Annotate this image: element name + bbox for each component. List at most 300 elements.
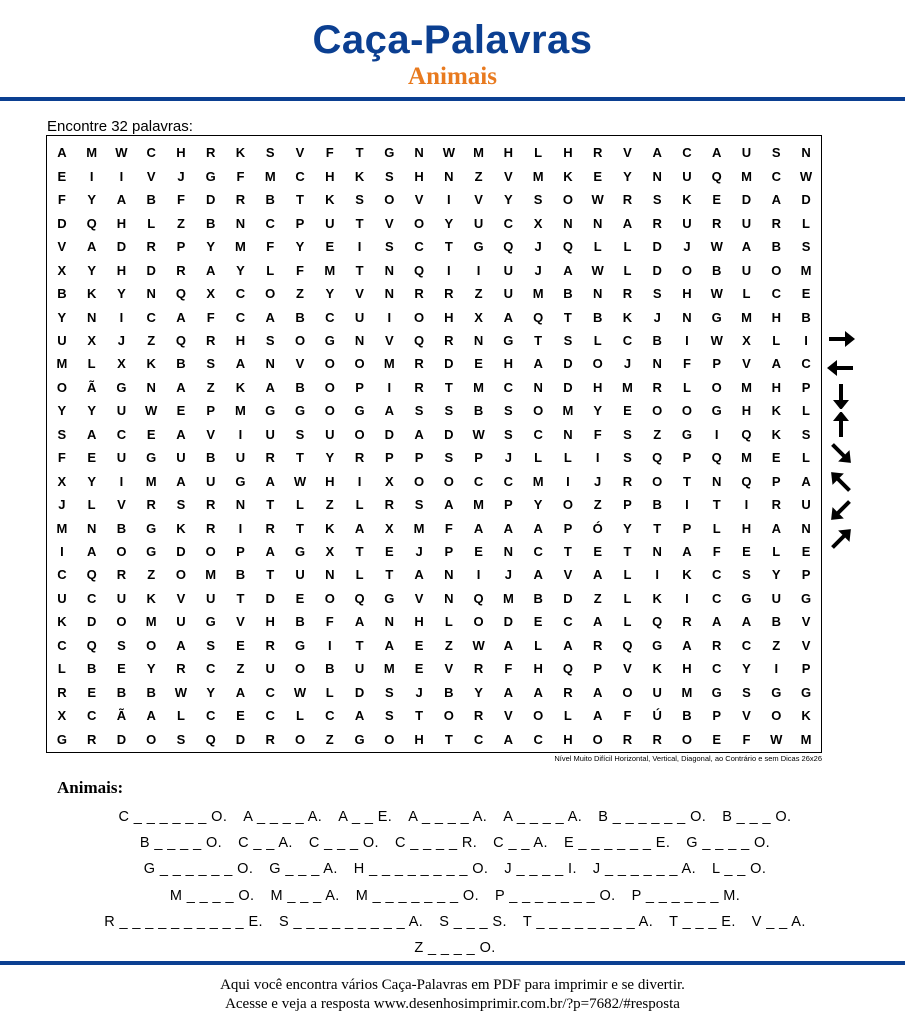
grid-cell[interactable]: N [384,286,394,302]
grid-cell[interactable]: V [146,168,156,184]
grid-cell[interactable]: L [682,379,691,395]
grid-cell[interactable]: O [771,262,782,278]
grid-cell[interactable]: S [623,450,632,466]
grid-cell[interactable]: F [325,145,334,161]
grid-cell[interactable]: H [325,168,335,184]
grid-cell[interactable]: K [622,309,633,325]
grid-cell[interactable]: U [116,403,127,419]
grid-cell[interactable]: Y [593,403,602,419]
grid-cell[interactable]: K [652,661,662,677]
grid-cell[interactable]: O [116,544,127,560]
grid-cell[interactable]: R [176,262,186,278]
grid-cell[interactable]: O [146,731,157,747]
grid-cell[interactable]: C [771,168,781,184]
grid-cell[interactable]: V [236,614,245,630]
grid-cell[interactable]: B [265,192,275,208]
grid-cell[interactable]: A [176,473,186,489]
grid-cell[interactable]: M [383,661,395,677]
grid-cell[interactable]: P [444,544,454,560]
grid-cell[interactable]: R [206,497,216,513]
grid-cell[interactable]: Q [711,450,722,466]
grid-cell[interactable]: G [324,332,335,348]
grid-cell[interactable]: D [86,614,97,630]
grid-cell[interactable]: Ó [592,520,603,536]
grid-cell[interactable]: A [57,145,67,161]
grid-cell[interactable]: A [354,520,365,536]
grid-cell[interactable]: N [384,262,394,278]
grid-cell[interactable]: R [622,731,633,747]
grid-cell[interactable]: A [682,544,692,560]
grid-cell[interactable]: E [771,450,781,466]
grid-cell[interactable]: S [265,145,275,161]
grid-cell[interactable]: G [146,450,157,466]
grid-cell[interactable]: V [801,614,811,630]
grid-cell[interactable]: M [532,286,544,302]
grid-cell[interactable]: O [622,684,633,700]
grid-cell[interactable]: B [652,497,662,513]
grid-cell[interactable]: O [443,708,454,724]
grid-cell[interactable]: V [206,426,216,442]
grid-cell[interactable]: A [682,637,692,653]
grid-cell[interactable]: X [87,332,96,348]
grid-cell[interactable]: L [534,145,543,161]
grid-cell[interactable]: C [503,473,514,489]
grid-cell[interactable]: D [652,239,662,255]
grid-cell[interactable]: L [563,708,572,724]
grid-cell[interactable]: W [293,684,307,700]
grid-cell[interactable]: L [802,403,810,419]
grid-cell[interactable]: C [265,684,275,700]
grid-cell[interactable]: G [681,426,693,442]
grid-cell[interactable]: X [57,262,67,278]
grid-cell[interactable]: Q [354,590,365,606]
grid-cell[interactable]: W [770,731,783,747]
grid-cell[interactable]: G [711,684,722,700]
grid-cell[interactable]: Y [57,309,67,325]
grid-cell[interactable]: J [534,239,542,255]
grid-cell[interactable]: A [503,731,514,747]
grid-cell[interactable]: A [265,309,275,325]
grid-cell[interactable]: P [206,403,216,419]
grid-cell[interactable]: T [296,450,304,466]
grid-cell[interactable]: S [504,403,513,419]
grid-cell[interactable]: J [58,497,66,513]
grid-cell[interactable]: V [414,192,424,208]
grid-cell[interactable]: K [146,590,156,606]
grid-cell[interactable]: O [175,567,186,583]
grid-cell[interactable]: B [206,215,216,231]
grid-cell[interactable]: F [57,450,66,466]
grid-cell[interactable]: O [116,614,127,630]
grid-cell[interactable]: V [384,215,394,231]
grid-cell[interactable]: N [86,520,97,536]
grid-cell[interactable]: F [176,192,185,208]
grid-cell[interactable]: V [176,590,186,606]
grid-cell[interactable]: L [296,497,304,513]
grid-cell[interactable]: A [86,426,97,442]
grid-cell[interactable]: Y [474,684,483,700]
grid-cell[interactable]: S [176,731,186,747]
grid-cell[interactable]: Y [771,567,781,583]
grid-cell[interactable]: J [534,262,542,278]
grid-cell[interactable]: N [503,544,514,560]
grid-cell[interactable]: Y [504,192,513,208]
grid-cell[interactable]: E [87,450,96,466]
grid-cell[interactable]: Q [622,637,633,653]
grid-cell[interactable]: C [533,426,543,442]
grid-cell[interactable]: I [685,590,689,606]
grid-cell[interactable]: U [206,590,216,606]
grid-cell[interactable]: G [354,731,365,747]
grid-cell[interactable]: M [56,356,68,372]
grid-cell[interactable]: S [742,684,751,700]
grid-cell[interactable]: A [176,379,186,395]
grid-cell[interactable]: T [296,192,304,208]
grid-cell[interactable]: C [503,215,514,231]
grid-cell[interactable]: U [176,450,186,466]
grid-cell[interactable]: T [563,309,572,325]
grid-cell[interactable]: O [562,192,573,208]
grid-cell[interactable]: R [206,332,216,348]
grid-cell[interactable]: D [444,426,454,442]
grid-cell[interactable]: N [265,356,275,372]
grid-cell[interactable]: A [503,309,514,325]
grid-cell[interactable]: H [325,473,335,489]
grid-cell[interactable]: Z [236,661,245,677]
grid-cell[interactable]: A [384,637,394,653]
grid-cell[interactable]: S [414,497,424,513]
grid-cell[interactable]: C [712,567,722,583]
grid-cell[interactable]: O [354,426,365,442]
grid-cell[interactable]: T [355,145,364,161]
grid-cell[interactable]: B [206,450,216,466]
grid-cell[interactable]: I [387,309,392,325]
grid-cell[interactable]: G [652,637,663,653]
grid-cell[interactable]: X [325,544,335,560]
grid-cell[interactable]: T [444,239,453,255]
grid-cell[interactable]: A [176,426,186,442]
grid-cell[interactable]: D [57,215,67,231]
grid-cell[interactable]: C [563,614,573,630]
grid-cell[interactable]: N [86,309,97,325]
grid-cell[interactable]: L [444,614,453,630]
grid-cell[interactable]: I [774,661,779,677]
grid-cell[interactable]: O [414,309,425,325]
grid-cell[interactable]: A [592,567,603,583]
grid-cell[interactable]: S [206,356,216,372]
grid-cell[interactable]: A [86,239,97,255]
grid-cell[interactable]: E [236,637,245,653]
grid-cell[interactable]: Y [87,403,96,419]
grid-cell[interactable]: Q [205,731,216,747]
grid-cell[interactable]: R [265,637,275,653]
grid-cell[interactable]: Y [117,286,126,302]
grid-cell[interactable]: B [533,590,543,606]
grid-cell[interactable]: C [801,356,811,372]
grid-cell[interactable]: G [711,309,722,325]
grid-cell[interactable]: R [682,614,692,630]
grid-cell[interactable]: K [176,520,186,536]
grid-cell[interactable]: R [712,637,722,653]
grid-cell[interactable]: O [324,379,335,395]
grid-cell[interactable]: Z [147,567,156,583]
grid-cell[interactable]: Z [206,379,215,395]
grid-cell[interactable]: Q [414,332,425,348]
grid-cell[interactable]: M [473,497,485,513]
grid-cell[interactable]: H [563,731,573,747]
grid-cell[interactable]: F [266,239,275,255]
grid-cell[interactable]: P [623,497,632,513]
grid-cell[interactable]: A [265,544,275,560]
grid-cell[interactable]: O [384,731,395,747]
grid-cell[interactable]: N [235,215,246,231]
grid-cell[interactable]: N [354,332,365,348]
grid-cell[interactable]: P [712,708,722,724]
grid-cell[interactable]: Q [175,332,186,348]
grid-cell[interactable]: S [771,145,781,161]
grid-cell[interactable]: A [712,614,722,630]
grid-cell[interactable]: S [57,426,67,442]
grid-cell[interactable]: F [296,262,304,278]
grid-cell[interactable]: S [742,567,751,583]
grid-cell[interactable]: L [296,708,304,724]
grid-cell[interactable]: A [771,192,781,208]
grid-cell[interactable]: B [295,614,305,630]
grid-cell[interactable]: L [355,567,364,583]
grid-cell[interactable]: G [771,684,782,700]
grid-cell[interactable]: K [682,567,692,583]
grid-cell[interactable]: G [711,403,722,419]
grid-cell[interactable]: P [236,544,245,560]
grid-cell[interactable]: D [741,192,752,208]
grid-cell[interactable]: R [146,497,156,513]
grid-cell[interactable]: O [592,356,603,372]
grid-cell[interactable]: T [385,567,394,583]
grid-cell[interactable]: U [57,332,67,348]
grid-cell[interactable]: T [355,637,364,653]
grid-cell[interactable]: I [119,473,124,489]
grid-cell[interactable]: C [116,426,127,442]
grid-cell[interactable]: I [238,426,243,442]
grid-cell[interactable]: C [325,708,335,724]
grid-cell[interactable]: E [176,403,186,419]
grid-cell[interactable]: V [504,168,513,184]
grid-cell[interactable]: E [712,192,722,208]
grid-cell[interactable]: E [801,544,811,560]
grid-cell[interactable]: N [712,473,722,489]
grid-cell[interactable]: G [473,239,484,255]
grid-cell[interactable]: M [741,450,752,466]
grid-cell[interactable]: U [206,473,216,489]
grid-cell[interactable]: O [265,286,276,302]
grid-cell[interactable]: I [89,168,94,184]
grid-cell[interactable]: F [325,614,334,630]
grid-cell[interactable]: C [86,708,97,724]
grid-cell[interactable]: I [327,637,332,653]
grid-cell[interactable]: A [503,520,514,536]
grid-cell[interactable]: D [444,356,454,372]
grid-cell[interactable]: O [681,403,693,419]
grid-cell[interactable]: O [324,356,335,372]
grid-cell[interactable]: R [265,450,275,466]
grid-cell[interactable]: N [592,286,603,302]
grid-cell[interactable]: M [413,520,425,536]
grid-cell[interactable]: E [295,590,305,606]
grid-cell[interactable]: L [772,332,781,348]
grid-cell[interactable]: Y [206,239,216,255]
grid-cell[interactable]: N [444,168,454,184]
grid-cell[interactable]: B [712,262,722,278]
grid-cell[interactable]: N [682,309,692,325]
grid-cell[interactable]: Y [146,661,156,677]
grid-cell[interactable]: S [384,239,394,255]
grid-cell[interactable]: C [86,590,97,606]
grid-cell[interactable]: A [741,239,752,255]
grid-cell[interactable]: X [384,473,394,489]
grid-cell[interactable]: O [681,262,693,278]
grid-cell[interactable]: T [266,567,275,583]
grid-cell[interactable]: N [652,356,662,372]
grid-cell[interactable]: G [294,544,306,560]
grid-cell[interactable]: A [414,567,424,583]
grid-cell[interactable]: A [176,637,186,653]
grid-cell[interactable]: Y [444,215,454,231]
grid-cell[interactable]: B [295,379,305,395]
grid-cell[interactable]: X [206,286,216,302]
grid-cell[interactable]: H [235,332,246,348]
grid-cell[interactable]: R [206,145,216,161]
grid-cell[interactable]: M [741,309,752,325]
grid-cell[interactable]: O [681,731,693,747]
grid-cell[interactable]: V [742,356,751,372]
grid-cell[interactable]: O [562,497,573,513]
grid-cell[interactable]: U [771,590,781,606]
grid-cell[interactable]: B [444,684,454,700]
grid-cell[interactable]: S [206,637,216,653]
grid-cell[interactable]: S [414,403,424,419]
grid-cell[interactable]: C [57,637,67,653]
grid-cell[interactable]: H [741,403,752,419]
grid-cell[interactable]: M [502,590,514,606]
grid-cell[interactable]: D [384,426,394,442]
grid-cell[interactable]: E [742,544,751,560]
grid-cell[interactable]: A [86,544,97,560]
grid-cell[interactable]: C [206,708,216,724]
grid-cell[interactable]: A [206,262,216,278]
grid-cell[interactable]: T [682,473,691,489]
grid-cell[interactable]: Ã [86,379,97,395]
grid-cell[interactable]: W [799,168,813,184]
grid-cell[interactable]: Ú [652,708,662,724]
grid-cell[interactable]: F [682,356,691,372]
grid-cell[interactable]: G [205,168,216,184]
grid-cell[interactable]: L [772,544,781,560]
grid-cell[interactable]: B [146,192,156,208]
grid-cell[interactable]: G [235,473,246,489]
grid-cell[interactable]: N [444,590,454,606]
grid-cell[interactable]: N [384,614,394,630]
grid-cell[interactable]: T [653,520,662,536]
grid-cell[interactable]: L [57,661,66,677]
grid-cell[interactable]: D [354,684,365,700]
grid-cell[interactable]: A [235,356,246,372]
grid-cell[interactable]: X [57,708,67,724]
grid-cell[interactable]: A [354,614,365,630]
grid-cell[interactable]: V [414,590,424,606]
grid-cell[interactable]: E [87,684,96,700]
grid-cell[interactable]: P [771,473,781,489]
grid-cell[interactable]: C [533,731,543,747]
grid-cell[interactable]: H [414,614,424,630]
grid-cell[interactable]: O [533,403,544,419]
grid-cell[interactable]: W [174,684,188,700]
grid-cell[interactable]: R [563,684,573,700]
grid-cell[interactable]: B [801,309,811,325]
grid-cell[interactable]: S [801,239,811,255]
grid-cell[interactable]: D [563,590,573,606]
grid-cell[interactable]: Y [325,450,335,466]
grid-cell[interactable]: N [563,215,573,231]
grid-cell[interactable]: U [682,168,692,184]
grid-cell[interactable]: I [685,332,689,348]
grid-cell[interactable]: R [652,731,662,747]
grid-cell[interactable]: P [474,450,483,466]
grid-cell[interactable]: I [685,497,689,513]
grid-cell[interactable]: W [442,145,455,161]
grid-cell[interactable]: L [534,450,543,466]
grid-cell[interactable]: I [119,309,124,325]
grid-cell[interactable]: G [384,590,395,606]
grid-cell[interactable]: I [744,497,749,513]
grid-cell[interactable]: C [473,473,484,489]
grid-cell[interactable]: A [503,637,514,653]
grid-cell[interactable]: Z [593,497,602,513]
grid-cell[interactable]: U [325,426,335,442]
grid-cell[interactable]: H [682,661,692,677]
grid-cell[interactable]: Q [562,661,573,677]
grid-cell[interactable]: K [57,614,67,630]
grid-cell[interactable]: Y [623,520,632,536]
grid-cell[interactable]: G [146,520,157,536]
grid-cell[interactable]: C [414,239,424,255]
grid-cell[interactable]: N [414,145,424,161]
grid-cell[interactable]: A [592,614,603,630]
grid-cell[interactable]: B [563,286,573,302]
grid-cell[interactable]: T [236,590,245,606]
grid-cell[interactable]: E [593,168,602,184]
grid-cell[interactable]: P [384,450,394,466]
grid-cell[interactable]: L [593,239,602,255]
grid-cell[interactable]: V [117,497,126,513]
grid-cell[interactable]: D [563,356,573,372]
grid-cell[interactable]: C [771,286,781,302]
grid-cell[interactable]: V [801,637,811,653]
grid-cell[interactable]: D [503,614,514,630]
grid-cell[interactable]: T [534,332,543,348]
grid-cell[interactable]: R [473,661,484,677]
grid-cell[interactable]: A [533,520,543,536]
grid-cell[interactable]: R [86,731,97,747]
grid-cell[interactable]: M [681,684,693,700]
grid-cell[interactable]: A [592,684,603,700]
grid-cell[interactable]: S [176,497,186,513]
grid-cell[interactable]: L [802,450,810,466]
grid-cell[interactable]: B [146,684,156,700]
grid-cell[interactable]: L [742,286,751,302]
grid-cell[interactable]: D [801,192,811,208]
grid-cell[interactable]: O [384,192,395,208]
grid-cell[interactable]: I [357,473,362,489]
